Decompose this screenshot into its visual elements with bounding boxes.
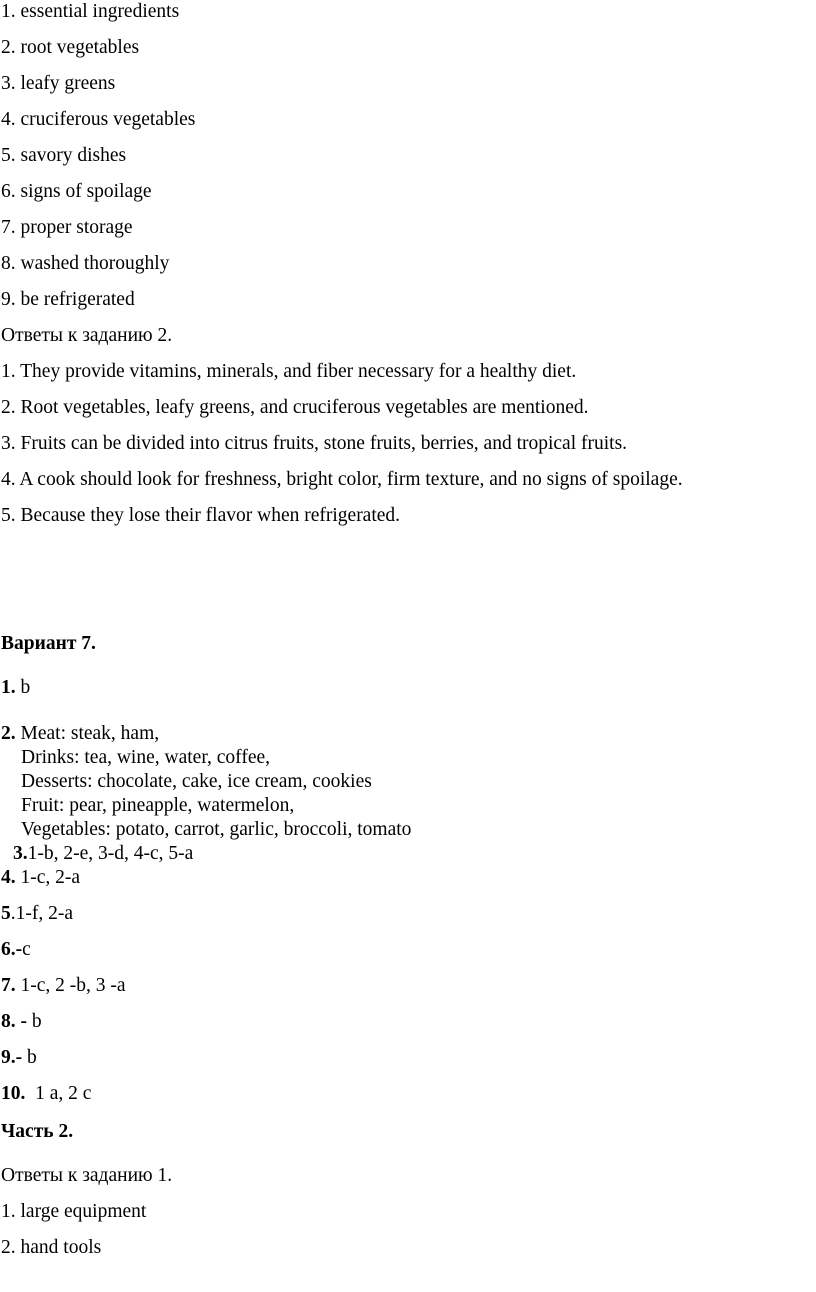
answer-2: 2. Meat: steak, ham,: [1, 723, 160, 744]
list-item: 9. be refrigerated: [1, 289, 135, 310]
list-item: 4. cruciferous vegetables: [1, 109, 196, 130]
list-item: 1. essential ingredients: [1, 1, 180, 22]
answer-5: 5.1-f, 2-a: [1, 903, 74, 924]
answer-3: 3.1-b, 2-e, 3-d, 4-c, 5-a: [13, 843, 194, 864]
answer-2-line: Desserts: chocolate, cake, ice cream, cookies: [21, 771, 372, 792]
answer-2-line: Drinks: tea, wine, water, coffee,: [21, 747, 271, 768]
answer-6: 6.-c: [1, 939, 31, 960]
answer-10: 10. 1 a, 2 c: [1, 1083, 92, 1104]
part2-title: Часть 2.: [1, 1121, 74, 1142]
answer-line: 5. Because they lose their flavor when refrigerated.: [1, 505, 401, 526]
answer-4: 4. 1-c, 2-a: [1, 867, 81, 888]
task2-heading: Ответы к заданию 2.: [1, 325, 173, 346]
list-item: 1. large equipment: [1, 1201, 147, 1222]
answer-7: 7. 1-c, 2 -b, 3 -a: [1, 975, 126, 996]
list-item: 5. savory dishes: [1, 145, 127, 166]
list-item: 2. hand tools: [1, 1237, 102, 1258]
answer-line: 4. A cook should look for freshness, bright color, firm texture, and no signs of spoilage.: [1, 469, 683, 490]
list-item: 7. proper storage: [1, 217, 133, 238]
answer-2-line: Vegetables: potato, carrot, garlic, broccoli, tomato: [21, 819, 412, 840]
answer-9: 9.- b: [1, 1047, 37, 1068]
task1-heading: Ответы к заданию 1.: [1, 1165, 173, 1186]
answer-1: 1. b: [1, 677, 31, 698]
answer-line: 2. Root vegetables, leafy greens, and cruciferous vegetables are mentioned.: [1, 397, 589, 418]
list-item: 2. root vegetables: [1, 37, 140, 58]
list-item: 8. washed thoroughly: [1, 253, 170, 274]
answer-line: 1. They provide vitamins, minerals, and fiber necessary for a healthy diet.: [1, 361, 577, 382]
list-item: 3. leafy greens: [1, 73, 116, 94]
answer-line: 3. Fruits can be divided into citrus fruits, stone fruits, berries, and tropical fruits.: [1, 433, 628, 454]
answer-8: 8. - b: [1, 1011, 42, 1032]
variant-title: Вариант 7.: [1, 633, 96, 654]
list-item: 6. signs of spoilage: [1, 181, 152, 202]
answer-2-line: Fruit: pear, pineapple, watermelon,: [21, 795, 295, 816]
